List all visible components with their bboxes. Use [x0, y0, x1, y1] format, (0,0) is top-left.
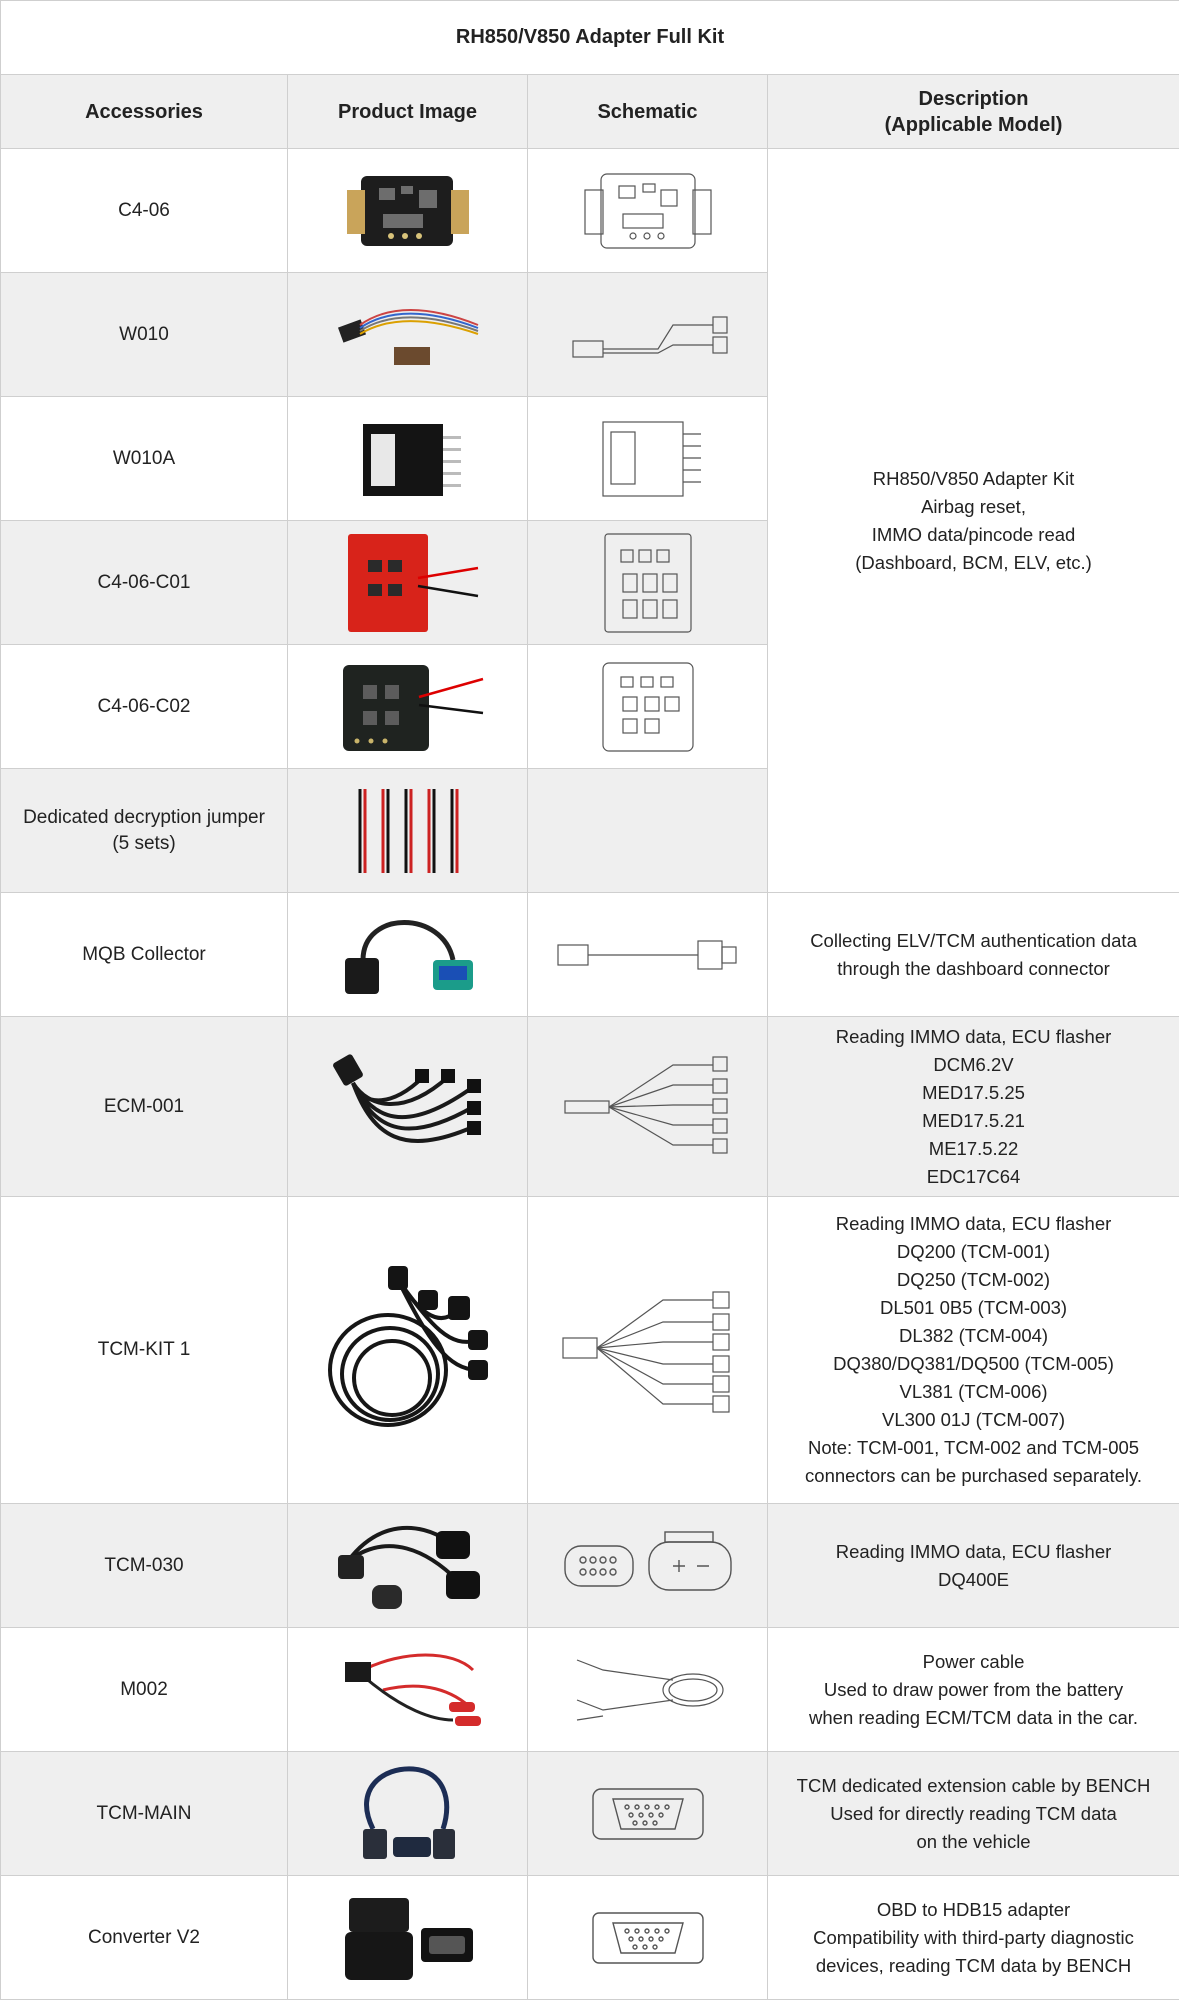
product-image — [288, 1017, 528, 1197]
description-line: Reading IMMO data, ECU flasher — [835, 1213, 1112, 1234]
accessory-name: C4-06 — [1, 149, 288, 273]
table-row — [1, 1017, 1179, 1197]
header-description-line1: Description — [918, 87, 1029, 110]
description-m002 — [768, 1628, 1179, 1752]
description-line: VL300 01J (TCM-007) — [882, 1409, 1066, 1430]
description-converter — [768, 1876, 1179, 2000]
description-line: DL501 0B5 (TCM-003) — [879, 1297, 1068, 1318]
accessory-name: ECM-001 — [1, 1017, 288, 1197]
accessory-name: C4-06-C01 — [1, 521, 288, 645]
accessory-name: W010A — [1, 397, 288, 521]
product-image — [288, 273, 528, 397]
schematic-image — [528, 397, 768, 521]
accessory-name: C4-06-C02 — [1, 645, 288, 769]
description-line: Reading IMMO data, ECU flasher — [835, 1025, 1112, 1047]
schematic-image — [528, 1752, 768, 1876]
description-rh850 — [768, 149, 1179, 893]
db15-schematic-icon — [583, 1779, 713, 1849]
small-board-schematic-icon — [583, 414, 713, 504]
description-line: ME17.5.22 — [928, 1137, 1019, 1159]
description-line: connectors can be purchased separately. — [805, 1465, 1143, 1486]
description-ecm001 — [768, 1017, 1179, 1197]
accessory-name: TCM-KIT 1 — [1, 1197, 288, 1504]
product-image — [288, 521, 528, 645]
adapter-board-icon — [333, 166, 483, 256]
description-tcmmain — [768, 1752, 1179, 1876]
schematic-image — [528, 149, 768, 273]
schematic-image — [528, 273, 768, 397]
multi-connector-cable-icon — [323, 1047, 493, 1167]
product-image — [288, 893, 528, 1017]
description-line: DQ380/DQ381/DQ500 (TCM-005) — [833, 1353, 1114, 1374]
description-line: IMMO data/pincode read — [871, 523, 1076, 545]
product-image — [288, 769, 528, 893]
description-line: when reading ECM/TCM data in the car. — [809, 1706, 1139, 1728]
product-image — [288, 645, 528, 769]
obd-converter-icon — [333, 1888, 483, 1988]
power-cable-schematic-icon — [563, 1640, 733, 1740]
schematic-image — [528, 1628, 768, 1752]
table-row — [1, 149, 1179, 273]
description-line: DQ250 (TCM-002) — [896, 1269, 1051, 1290]
schematic-image — [528, 1504, 768, 1628]
extension-cable-icon — [343, 1759, 473, 1869]
header-accessories: Accessories — [1, 75, 288, 149]
description-line: Used to draw power from the battery — [823, 1678, 1124, 1700]
accessory-name: TCM-030 — [1, 1504, 288, 1628]
header-schematic: Schematic — [528, 75, 768, 149]
power-cable-icon — [323, 1640, 493, 1740]
table-row — [1, 1504, 1179, 1628]
description-line: on the vehicle — [916, 1830, 1031, 1852]
table-title: RH850/V850 Adapter Full Kit — [1, 1, 1179, 75]
schematic-image — [528, 1876, 768, 2000]
adapter-board-schematic-icon — [573, 166, 723, 256]
description-line: Airbag reset, — [921, 495, 1026, 517]
accessory-name — [1, 769, 288, 893]
header-description — [768, 75, 1179, 149]
description-line: OBD to HDB15 adapter — [876, 1898, 1071, 1920]
description-line: TCM dedicated extension cable by BENCH — [796, 1774, 1151, 1796]
product-image — [288, 1876, 528, 2000]
tcm-cable-icon — [328, 1511, 488, 1621]
ribbon-cable-icon — [328, 295, 488, 375]
description-mqb — [768, 893, 1179, 1017]
product-image — [288, 397, 528, 521]
product-image — [288, 1752, 528, 1876]
description-line: RH850/V850 Adapter Kit — [872, 467, 1075, 489]
description-line: Power cable — [922, 1650, 1025, 1672]
schematic-image-empty — [528, 769, 768, 893]
multi-connector-schematic-icon — [553, 1047, 743, 1167]
jumper-wires-icon — [348, 781, 468, 881]
description-line: Compatibility with third-party diagnostic — [813, 1926, 1134, 1948]
red-board-icon — [328, 528, 488, 638]
description-line: DQ400E — [938, 1568, 1009, 1590]
accessory-name: MQB Collector — [1, 893, 288, 1017]
accessory-name: TCM-MAIN — [1, 1752, 288, 1876]
board-schematic-icon — [593, 528, 703, 638]
description-line: DL382 (TCM-004) — [898, 1325, 1049, 1346]
board-schematic-icon — [593, 657, 703, 757]
description-tcm030 — [768, 1504, 1179, 1628]
schematic-image — [528, 1017, 768, 1197]
product-image — [288, 1197, 528, 1504]
table-row — [1, 1628, 1179, 1752]
description-tcmkit1 — [768, 1197, 1179, 1504]
ribbon-cable-schematic-icon — [563, 295, 733, 375]
db15-schematic-icon — [583, 1903, 713, 1973]
table-row — [1, 1752, 1179, 1876]
table-row — [1, 893, 1179, 1017]
product-image — [288, 149, 528, 273]
description-line: Collecting ELV/TCM authentication data — [810, 929, 1137, 951]
schematic-image — [528, 521, 768, 645]
description-line: Reading IMMO data, ECU flasher — [835, 1540, 1112, 1562]
schematic-image — [528, 1197, 768, 1504]
description-line: EDC17C64 — [926, 1165, 1021, 1187]
description-line: Note: TCM-001, TCM-002 and TCM-005 — [807, 1437, 1140, 1458]
small-board-icon — [343, 414, 473, 504]
description-line: devices, reading TCM data by BENCH — [815, 1954, 1132, 1976]
table-row — [1, 1876, 1179, 2000]
accessory-name-line1: Dedicated decryption jumper — [23, 806, 265, 828]
header-description-line2: (Applicable Model) — [884, 113, 1063, 136]
accessory-name: Converter V2 — [1, 1876, 288, 2000]
product-image — [288, 1628, 528, 1752]
description-line: DCM6.2V — [933, 1053, 1014, 1075]
description-line: MED17.5.25 — [922, 1081, 1025, 1103]
description-line: VL381 (TCM-006) — [899, 1381, 1048, 1402]
connector-schematic-icon — [553, 1526, 743, 1606]
schematic-image — [528, 893, 768, 1017]
header-product-image: Product Image — [288, 75, 528, 149]
description-line: Used for directly reading TCM data — [830, 1802, 1117, 1824]
cable-schematic-icon — [548, 925, 748, 985]
obd-cable-icon — [323, 900, 493, 1010]
black-board-icon — [323, 657, 493, 757]
description-line: through the dashboard connector — [837, 957, 1110, 979]
accessory-name: M002 — [1, 1628, 288, 1752]
schematic-image — [528, 645, 768, 769]
product-image — [288, 1504, 528, 1628]
description-line: (Dashboard, BCM, ELV, etc.) — [855, 551, 1092, 573]
description-line: MED17.5.21 — [922, 1109, 1025, 1131]
accessory-name-line2: (5 sets) — [112, 832, 176, 854]
description-line: DQ200 (TCM-001) — [896, 1241, 1051, 1262]
accessory-name: W010 — [1, 273, 288, 397]
cable-bundle-icon — [318, 1250, 498, 1450]
multi-connector-schematic-icon — [553, 1280, 743, 1420]
table-row — [1, 1197, 1179, 1504]
